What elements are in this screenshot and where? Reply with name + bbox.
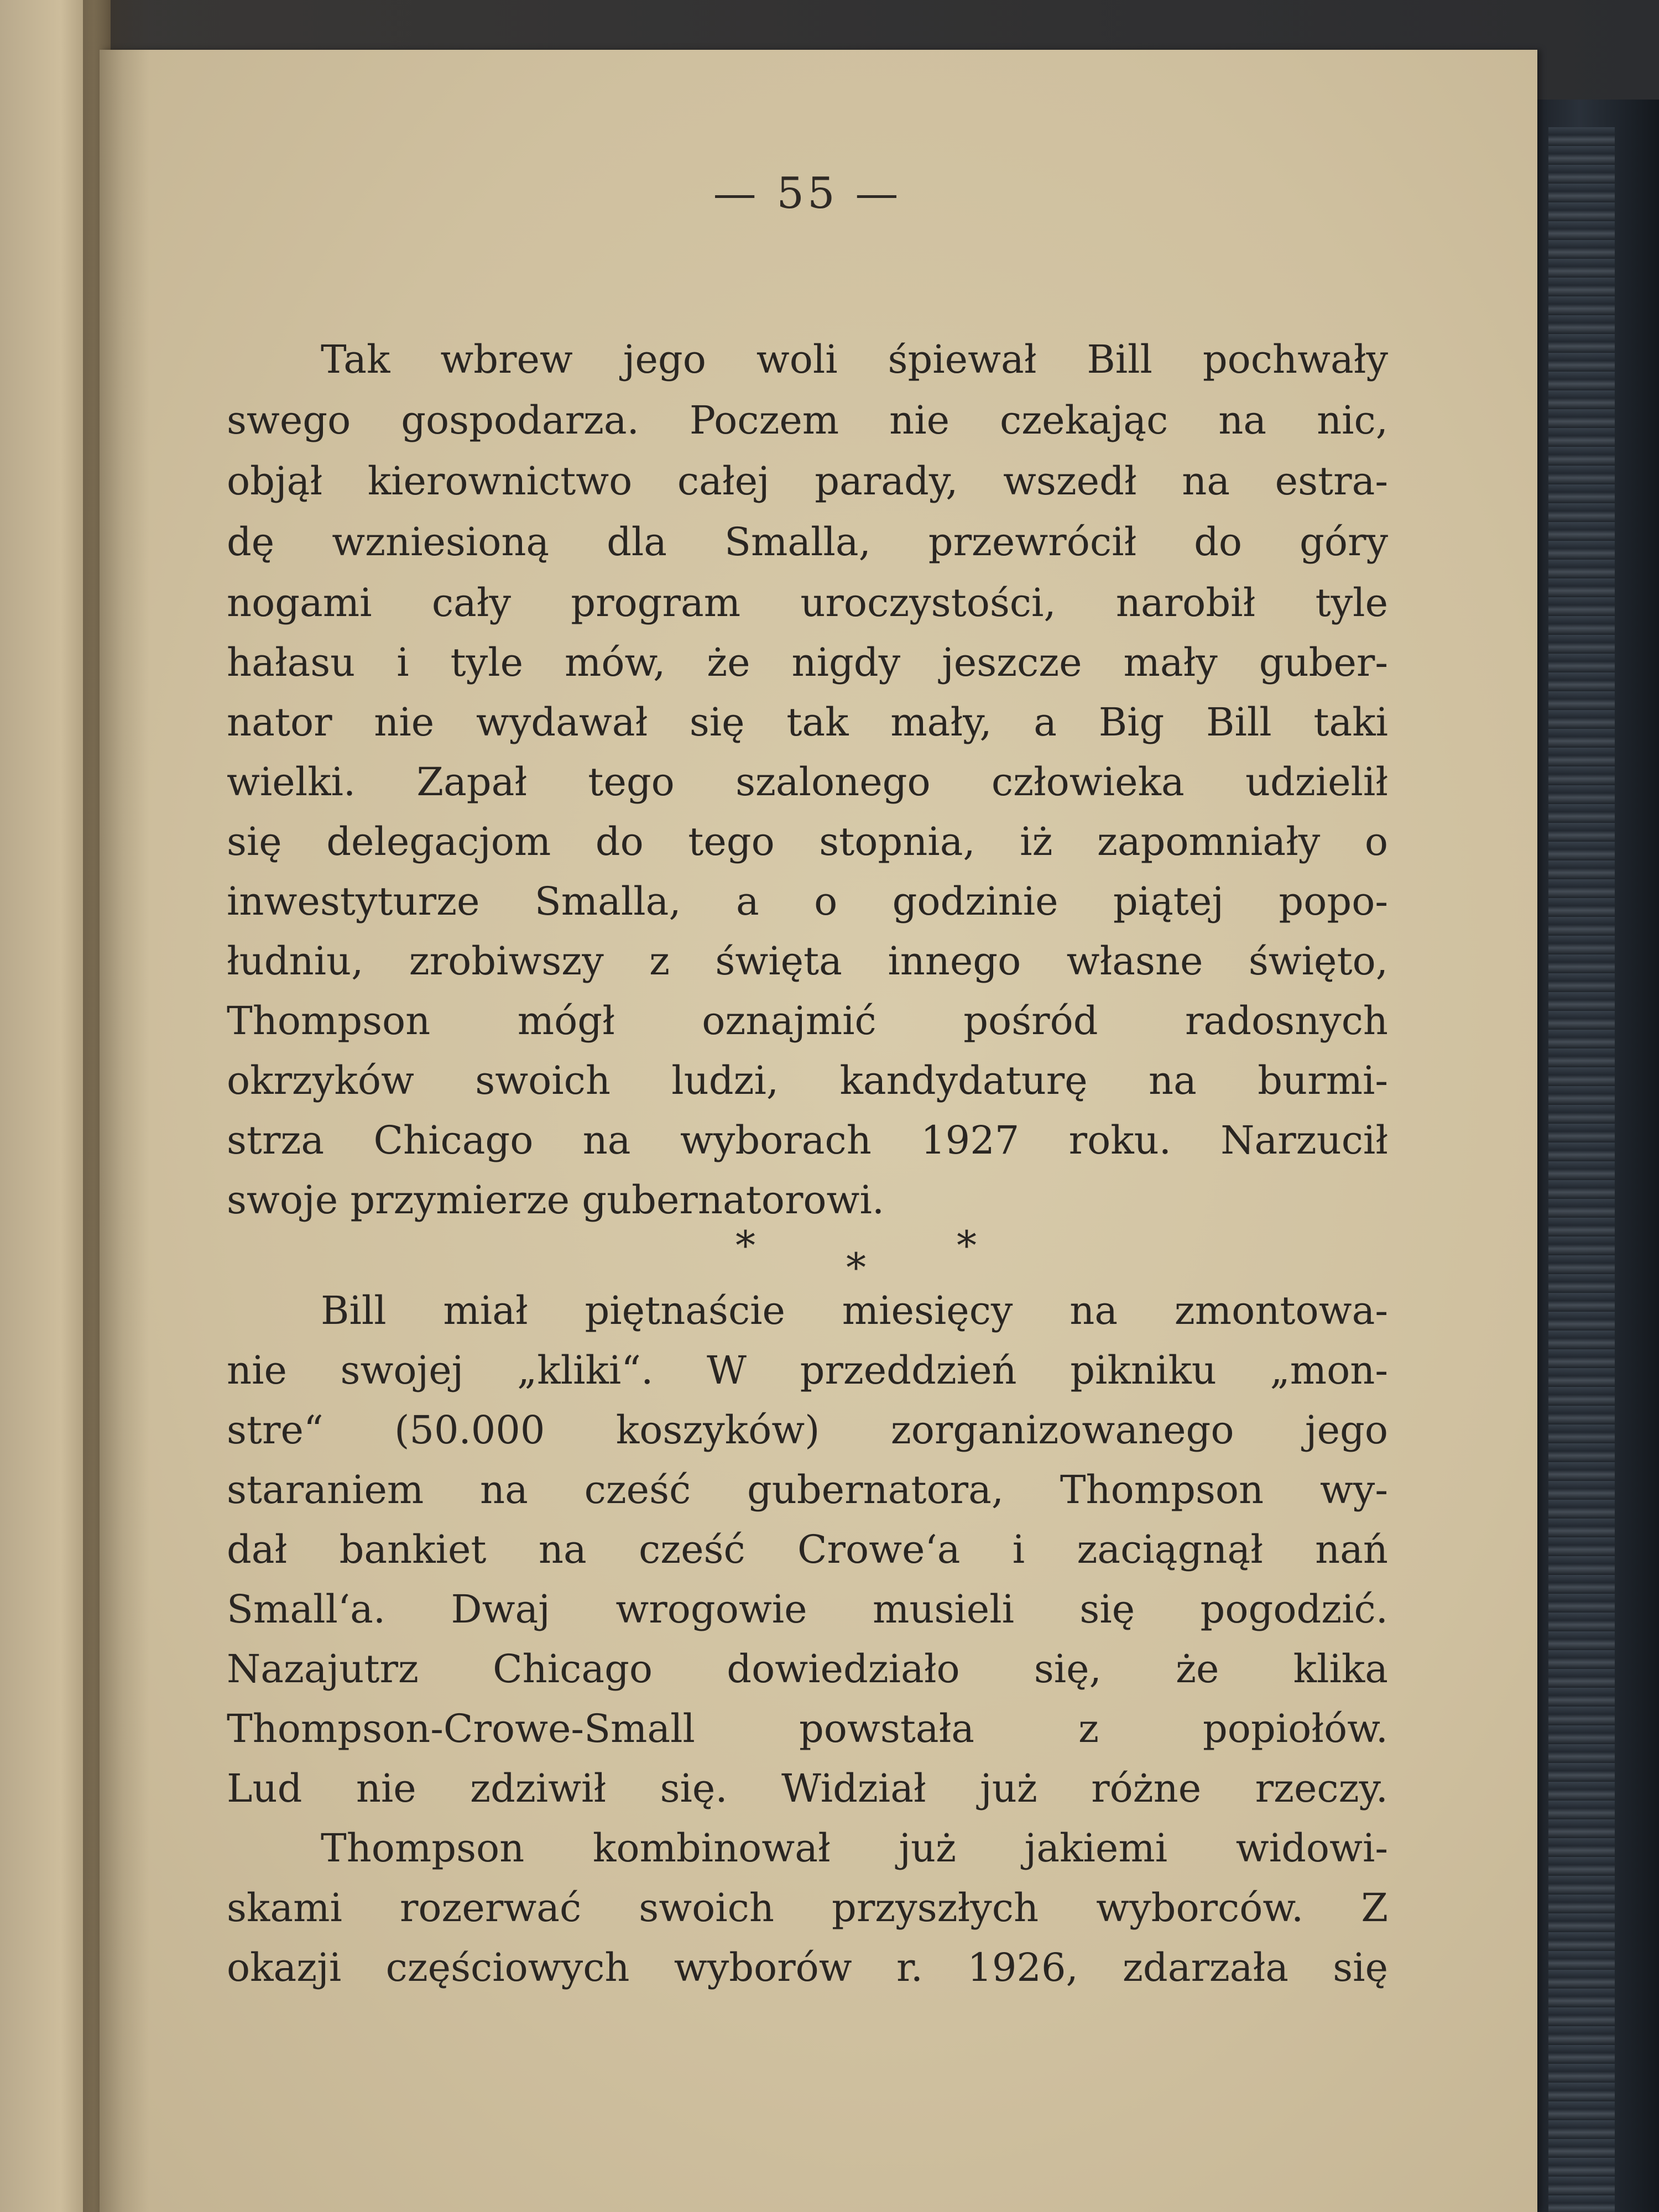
text-line: objął kierownictwo całej parady, wszedł na estra-	[227, 458, 1388, 504]
text-line: Thompson mógł oznajmić pośród radosnych	[227, 998, 1388, 1044]
section-separator	[227, 1222, 1388, 1291]
text-line: nie swojej „kliki“. W przeddzień pikniku „mon-	[227, 1348, 1388, 1393]
text-line: okazji częściowych wyborów r. 1926, zdarzała się	[227, 1945, 1388, 1990]
separator-asterisk: *	[846, 1244, 866, 1291]
page-gutter-shadow	[83, 0, 149, 2212]
text-line: Small‘a. Dwaj wrogowie musieli się pogodzić.	[227, 1587, 1388, 1632]
separator-asterisk: *	[957, 1222, 977, 1269]
text-line: hałasu i tyle mów, że nigdy jeszcze mały guber-	[227, 640, 1388, 685]
text-line: łudniu, zrobiwszy z święta innego własne święto,	[227, 938, 1388, 984]
text-line: staraniem na cześć gubernatora, Thompson wy-	[227, 1467, 1388, 1512]
text-line: swego gospodarza. Poczem nie czekając na nic,	[227, 398, 1388, 443]
text-line: Nazajutrz Chicago dowiedziało się, że klika	[227, 1646, 1388, 1692]
book-cover-edge	[1548, 127, 1615, 2212]
text-line: Bill miał piętnaście miesięcy na zmontowa-	[321, 1288, 1388, 1333]
text-line: dał bankiet na cześć Crowe‘a i zaciągnął nań	[227, 1527, 1388, 1572]
text-line: Tak wbrew jego woli śpiewał Bill pochwały	[321, 337, 1388, 382]
text-line: Lud nie zdziwił się. Widział już różne rzeczy.	[227, 1766, 1388, 1811]
text-line: stre“ (50.000 koszyków) zorganizowanego jego	[227, 1407, 1388, 1453]
text-line: nogami cały program uroczystości, narobił tyle	[227, 580, 1388, 625]
text-line: dę wzniesioną dla Smalla, przewrócił do góry	[227, 519, 1388, 565]
text-line: inwestyturze Smalla, a o godzinie piątej popo-	[227, 879, 1388, 924]
separator-asterisk: *	[735, 1222, 755, 1269]
text-line: skami rozerwać swoich przyszłych wyborców. Z	[227, 1885, 1388, 1931]
text-line: Thompson-Crowe-Small powstała z popiołów.	[227, 1706, 1388, 1751]
book-page	[100, 50, 1537, 2212]
text-line: się delegacjom do tego stopnia, iż zapomniały o	[227, 819, 1388, 864]
text-line: wielki. Zapał tego szalonego człowieka udzielił	[227, 759, 1388, 805]
text-line: nator nie wydawał się tak mały, a Big Bill taki	[227, 700, 1388, 745]
page-number: — 55 —	[713, 169, 902, 218]
text-line: swoje przymierze gubernatorowi.	[227, 1177, 885, 1223]
text-line: strza Chicago na wyborach 1927 roku. Narzucił	[227, 1118, 1388, 1163]
text-line: Thompson kombinował już jakiemi widowi-	[321, 1825, 1388, 1871]
text-line: okrzyków swoich ludzi, kandydaturę na burmi-	[227, 1058, 1388, 1103]
